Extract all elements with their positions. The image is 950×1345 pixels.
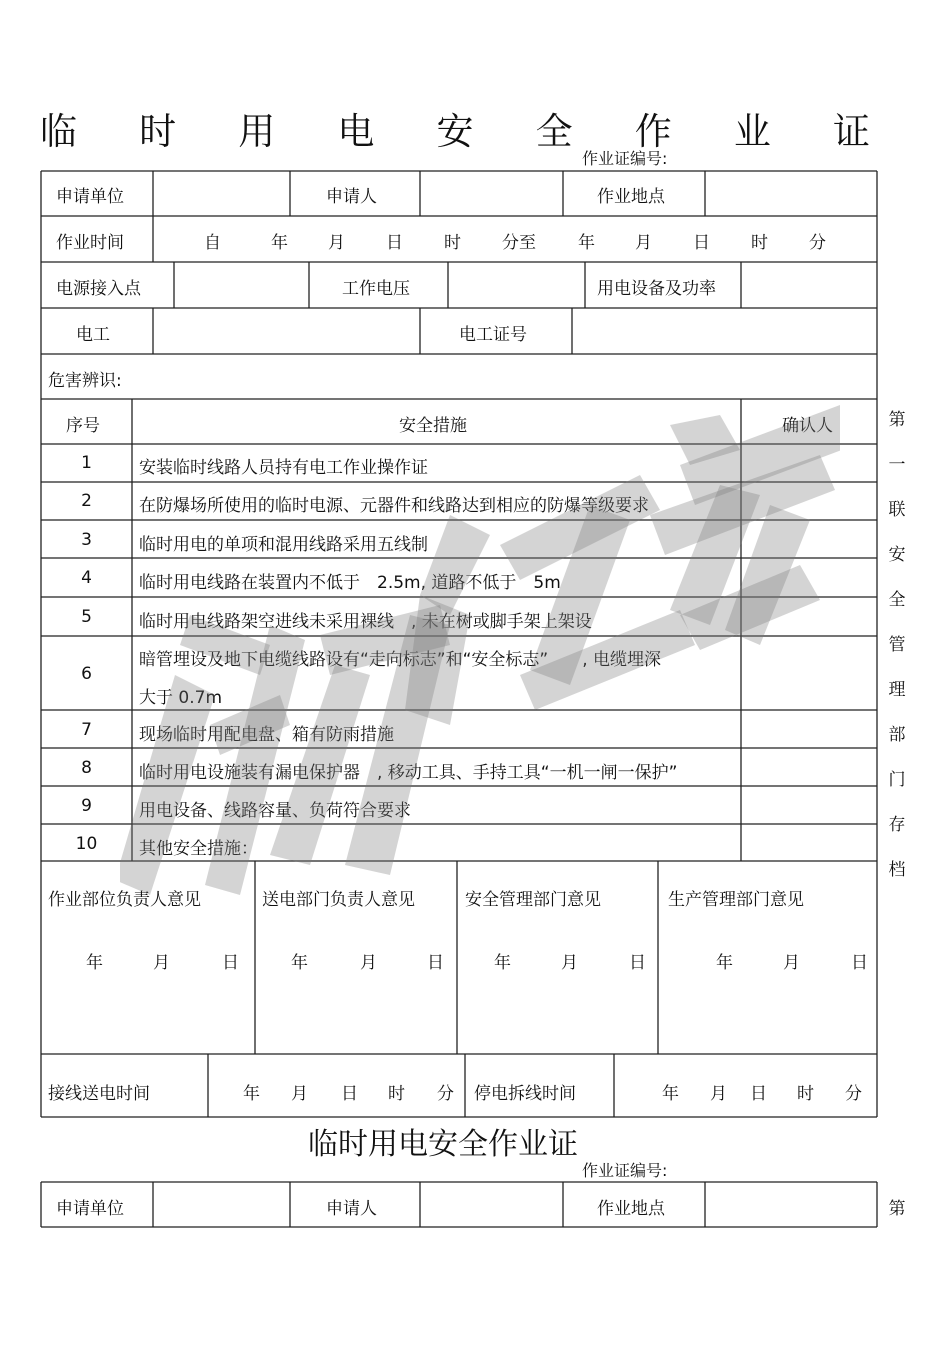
opinion-label: 送电部门负责人意见 <box>262 890 415 910</box>
applicant-label: 申请人 <box>326 187 377 207</box>
time-unit: 分 <box>845 1084 862 1104</box>
date-unit: 年 <box>716 953 733 973</box>
time-unit: 时 <box>444 233 461 253</box>
time-unit: 分至 <box>502 233 536 253</box>
work-voltage-label: 工作电压 <box>342 279 410 299</box>
measure-text: 暗管埋设及地下电缆线路设有“走向标志”和“安全标志” , 电缆埋深 <box>139 650 662 670</box>
copy-note-char: 一 <box>888 455 906 475</box>
confirmer-column[interactable] <box>742 445 876 860</box>
connect-power-time-label: 接线送电时间 <box>48 1084 150 1104</box>
date-unit: 月 <box>153 953 170 973</box>
copy-note-char: 存 <box>888 815 906 835</box>
measure-no: 9 <box>81 796 92 816</box>
measure-no: 8 <box>81 758 92 778</box>
opinion-label: 生产管理部门意见 <box>668 890 804 910</box>
power-access-field[interactable] <box>175 263 308 307</box>
form2-applicant-unit-field[interactable] <box>154 1183 289 1226</box>
time-unit: 分 <box>437 1084 454 1104</box>
measure-no: 2 <box>81 491 92 511</box>
title-char: 业 <box>733 110 771 153</box>
disconnect-power-time-label: 停电拆线时间 <box>474 1084 576 1104</box>
copy-note-char: 联 <box>888 500 906 520</box>
opinion-label: 作业部位负责人意见 <box>48 890 201 910</box>
equipment-power-label: 用电设备及功率 <box>597 279 716 299</box>
form2-work-location-field[interactable] <box>706 1183 876 1226</box>
time-unit: 分 <box>809 233 826 253</box>
copy-note-char: 安 <box>888 545 906 565</box>
date-unit: 月 <box>561 953 578 973</box>
time-unit: 自 <box>204 233 221 253</box>
measure-no: 10 <box>75 834 98 854</box>
time-unit: 月 <box>635 233 652 253</box>
date-unit: 年 <box>494 953 511 973</box>
time-unit: 时 <box>388 1084 405 1104</box>
title-char: 临 <box>40 110 77 153</box>
measure-text: 用电设备、线路容量、负荷符合要求 <box>139 801 411 821</box>
electrician-cert-field[interactable] <box>573 309 876 353</box>
form2-work-location-label: 作业地点 <box>597 1199 665 1219</box>
measure-no: 3 <box>81 530 92 550</box>
copy-note-char: 理 <box>888 680 906 700</box>
measures-header-measures: 安全措施 <box>399 416 467 436</box>
copy-note-char: 全 <box>888 590 906 610</box>
time-unit: 年 <box>271 233 288 253</box>
copy-note-char: 第 <box>888 410 906 430</box>
form2-title: 临时用电安全作业证 <box>308 1127 578 1162</box>
date-unit: 日 <box>222 953 239 973</box>
applicant-unit-label: 申请单位 <box>56 187 124 207</box>
work-voltage-field[interactable] <box>449 263 584 307</box>
power-access-label: 电源接入点 <box>56 279 141 299</box>
time-unit: 时 <box>797 1084 814 1104</box>
time-unit: 日 <box>341 1084 358 1104</box>
title-char: 用 <box>238 110 276 153</box>
form2-copy-note-char: 第 <box>888 1199 906 1219</box>
measures-header-no: 序号 <box>66 416 100 436</box>
form2-applicant-label: 申请人 <box>326 1199 377 1219</box>
form2-permit-number-label: 作业证编号: <box>582 1161 668 1180</box>
time-unit: 年 <box>578 233 595 253</box>
applicant-field[interactable] <box>421 172 562 215</box>
time-unit: 月 <box>328 233 345 253</box>
date-unit: 月 <box>783 953 800 973</box>
date-unit: 日 <box>427 953 444 973</box>
date-unit: 年 <box>291 953 308 973</box>
time-unit: 年 <box>662 1084 679 1104</box>
measure-text-continued: 大于 0.7m <box>139 688 222 708</box>
title-char: 全 <box>535 110 573 153</box>
equipment-power-field[interactable] <box>742 263 876 307</box>
date-unit: 日 <box>851 953 868 973</box>
work-time-label: 作业时间 <box>56 233 124 253</box>
measure-no: 6 <box>81 664 92 684</box>
date-unit: 日 <box>629 953 646 973</box>
measure-no: 5 <box>81 607 92 627</box>
measure-no: 4 <box>81 568 92 588</box>
title-char: 电 <box>337 110 375 153</box>
measure-text: 临时用电线路在装置内不低于 2.5m, 道路不低于 5m <box>139 573 561 593</box>
measures-header-confirmer: 确认人 <box>782 416 833 436</box>
time-unit: 日 <box>693 233 710 253</box>
title-char: 时 <box>139 110 177 153</box>
date-unit: 年 <box>86 953 103 973</box>
measure-text: 临时用电的单项和混用线路采用五线制 <box>139 535 428 555</box>
form2-applicant-field[interactable] <box>421 1183 562 1226</box>
electrician-field[interactable] <box>154 309 419 353</box>
measure-text: 临时用电设施装有漏电保护器 , 移动工具、手持工具“一机一闸一保护” <box>139 763 678 783</box>
measure-text: 其他安全措施： <box>139 839 258 859</box>
work-location-field[interactable] <box>706 172 876 215</box>
date-unit: 月 <box>360 953 377 973</box>
time-unit: 时 <box>751 233 768 253</box>
copy-note-char: 管 <box>888 635 906 655</box>
electrician-cert-label: 电工证号 <box>459 325 527 345</box>
measure-no: 7 <box>81 720 92 740</box>
copy-note-vertical <box>880 398 914 893</box>
copy-note-char: 部 <box>888 725 906 745</box>
measure-text: 现场临时用配电盘、箱有防雨措施 <box>139 725 394 745</box>
measure-text: 临时用电线路架空进线未采用裸线 , 未在树或脚手架上架设 <box>139 612 592 632</box>
permit-number-label: 作业证编号: <box>582 149 668 168</box>
hazard-identification-label: 危害辨识: <box>48 371 122 391</box>
copy-note-char: 档 <box>888 860 906 880</box>
measure-text: 安装临时线路人员持有电工作业操作证 <box>139 458 428 478</box>
form2-applicant-unit-label: 申请单位 <box>56 1199 124 1219</box>
time-unit: 日 <box>386 233 403 253</box>
title-char: 安 <box>436 110 474 153</box>
measure-no: 1 <box>81 453 92 473</box>
time-unit: 月 <box>710 1084 727 1104</box>
time-unit: 年 <box>243 1084 260 1104</box>
time-unit: 日 <box>750 1084 767 1104</box>
electrician-label: 电工 <box>76 325 110 345</box>
title-char: 证 <box>833 110 870 153</box>
applicant-unit-field[interactable] <box>154 172 289 215</box>
opinion-label: 安全管理部门意见 <box>465 890 601 910</box>
measure-text: 在防爆场所使用的临时电源、元器件和线路达到相应的防爆等级要求 <box>139 496 649 516</box>
title-char: 作 <box>634 110 672 153</box>
work-location-label: 作业地点 <box>597 187 665 207</box>
time-unit: 月 <box>291 1084 308 1104</box>
copy-note-char: 门 <box>888 770 906 790</box>
